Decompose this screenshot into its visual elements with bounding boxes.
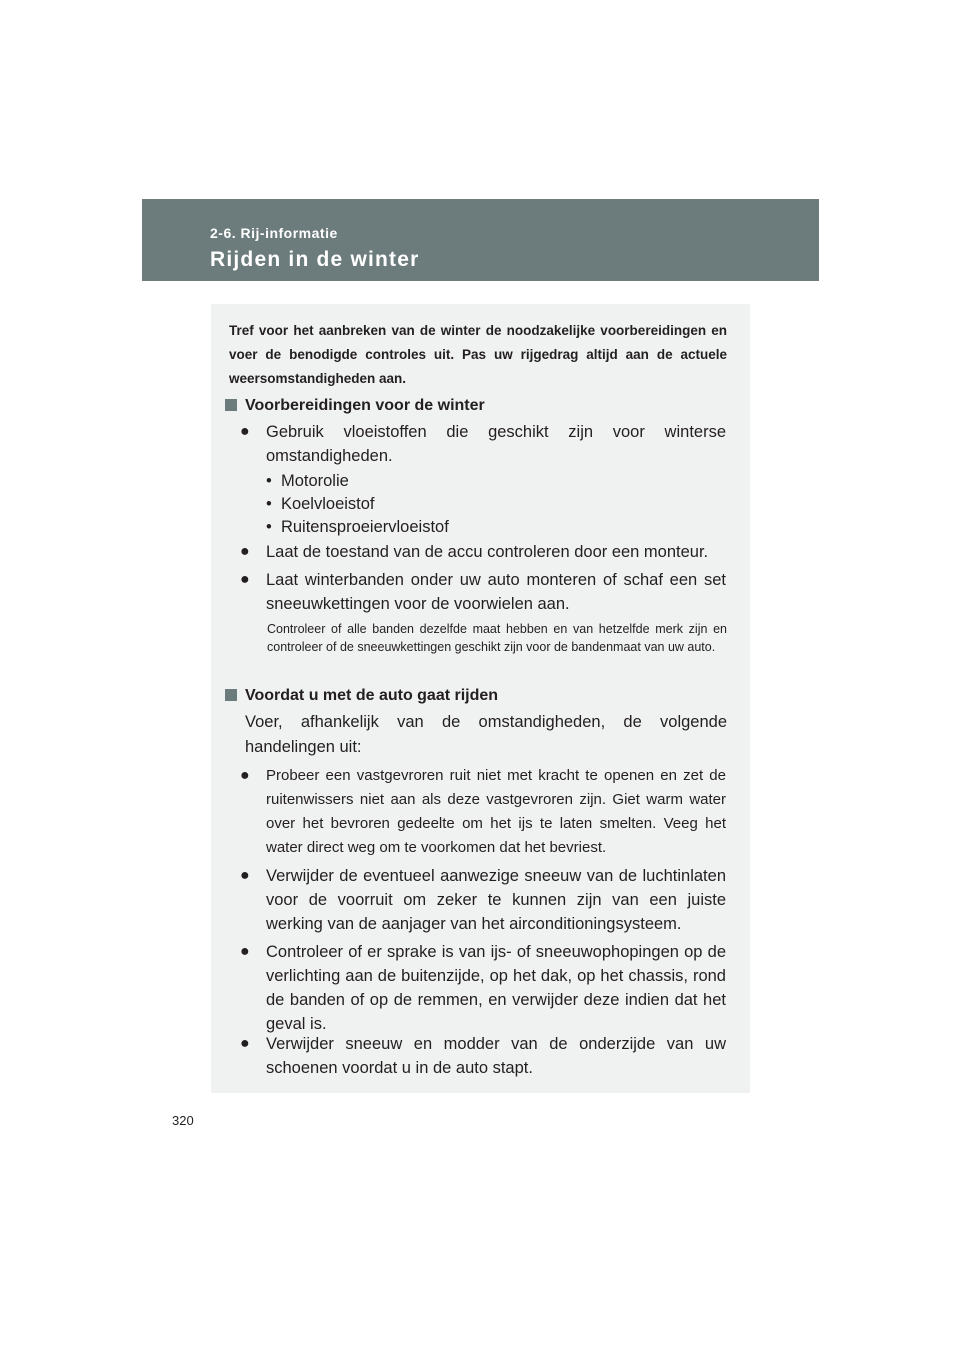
list-item: ● Controleer of er sprake is van ijs- of sneeuwophopingen op de verlichting aan de buitenzijde, op het dak, op het chassis, rond de banden of op de remmen, en verwijder deze indien dat het geval is. (240, 940, 726, 1036)
section-label: 2-6. Rij-informatie (210, 225, 338, 241)
bullet-dot-icon: ● (240, 423, 250, 440)
bullet-dot-icon: ● (240, 867, 250, 884)
sub-item: • Koelvloeistof (266, 495, 375, 513)
square-bullet-icon (225, 689, 237, 701)
list-item: ● Laat de toestand van de accu controleren door een monteur. (240, 540, 726, 564)
list-item: ● Gebruik vloeistoffen die geschikt zijn voor winterse omstandigheden. (240, 420, 726, 468)
section-intro: Voer, afhankelijk van de omstandigheden, de volgende handelingen uit: (245, 713, 727, 756)
note-text: Controleer of alle banden dezelfde maat hebben en van hetzelfde merk zijn en controleer of de sneeuwkettingen geschikt zijn voor de bandenmaat van uw auto. (267, 622, 727, 654)
content-box (211, 304, 750, 1093)
section-heading: Voorbereidingen voor de winter (225, 396, 485, 416)
square-bullet-icon (225, 399, 237, 411)
intro-text: Tref voor het aanbreken van de winter de noodzakelijke voorbereidingen en voer de benodigde controles uit. Pas uw rijgedrag altijd aan de actuele weersomstandigheden aan. (229, 323, 727, 386)
bullet-dot-icon: ● (240, 943, 250, 960)
page-title: Rijden in de winter (210, 248, 420, 271)
bullet-dot-icon: ● (240, 767, 250, 784)
section-heading: Voordat u met de auto gaat rijden (225, 686, 498, 706)
bullet-dot-icon: ● (240, 571, 250, 588)
list-item: ● Probeer een vastgevroren ruit niet met kracht te openen en zet de ruitenwissers niet aan als deze vastgevroren zijn. Giet warm water over het bevroren gedeelte om het ijs te laten smelten. Veeg het water direct weg om te voorkomen dat het bevriest. (240, 764, 726, 860)
list-item: ● Laat winterbanden onder uw auto monteren of schaf een set sneeuwkettingen voor de voorwielen aan. (240, 568, 726, 616)
list-item: ● Verwijder sneeuw en modder van de onderzijde van uw schoenen voordat u in de auto stapt. (240, 1032, 726, 1080)
bullet-dot-icon: ● (240, 543, 250, 560)
page-number: 320 (172, 1113, 194, 1128)
list-item: ● Verwijder de eventueel aanwezige sneeuw van de luchtinlaten voor de voorruit om zeker te kunnen zijn van een juiste werking van de aanjager van het airconditioningsysteem. (240, 864, 726, 936)
chapter-header (142, 199, 819, 281)
sub-item: • Ruitensproeiervloeistof (266, 518, 449, 536)
bullet-dot-icon: ● (240, 1035, 250, 1052)
sub-item: • Motorolie (266, 472, 349, 490)
